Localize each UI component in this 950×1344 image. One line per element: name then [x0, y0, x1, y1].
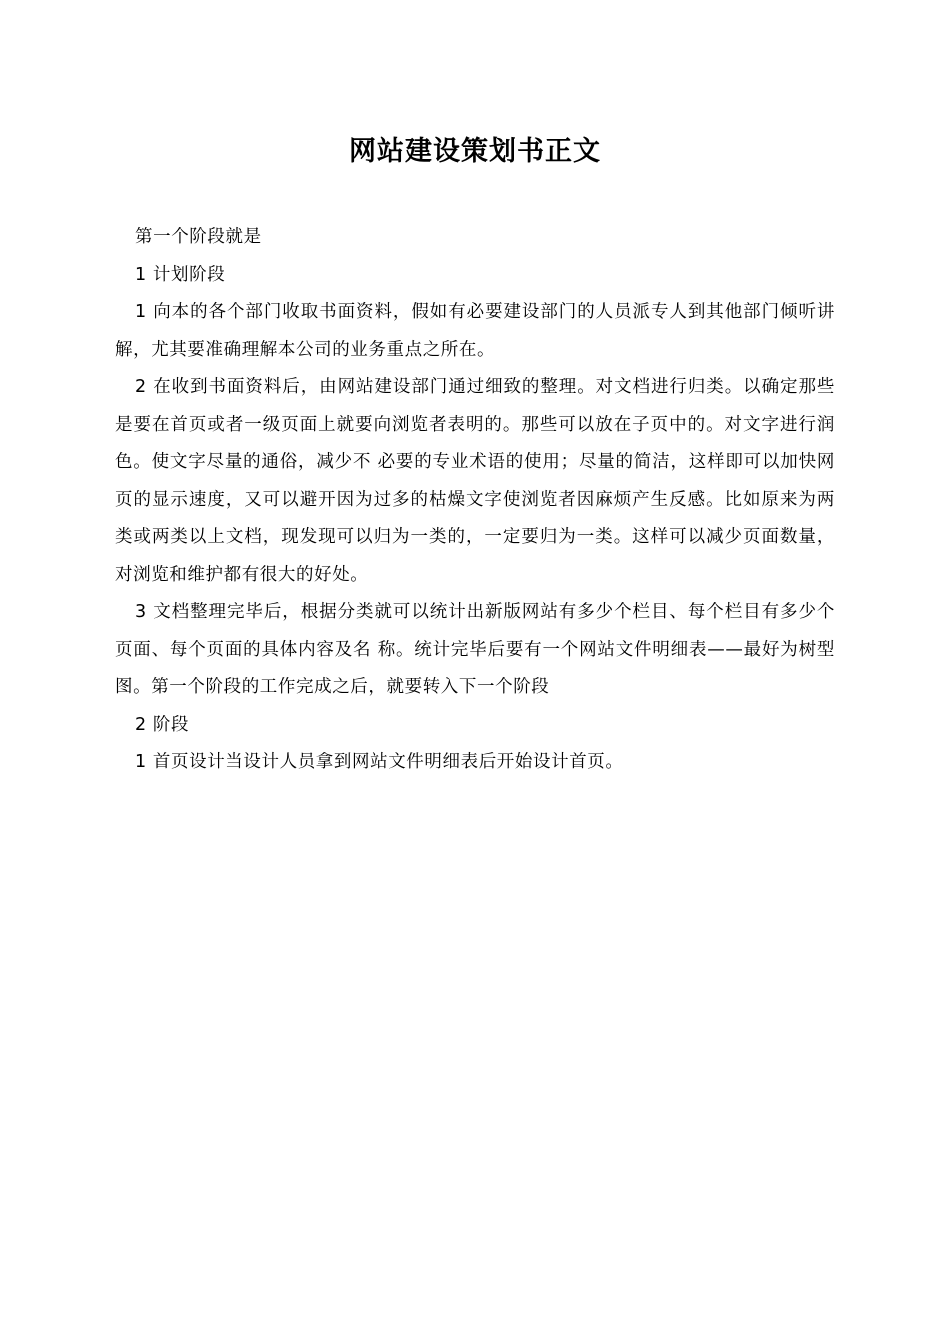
paragraph-step-3: 3 文档整理完毕后，根据分类就可以统计出新版网站有多少个栏目、每个栏目有多少个页面、每个页面的具体内容及名 称。统计完毕后要有一个网站文件明细表——最好为树型图。第一个阶段的工作完成之后，就要转入下一个阶段 — [115, 602, 835, 697]
paragraph-planning-heading: 1 计划阶段 — [135, 264, 226, 285]
document-title: 网站建设策划书正文 — [349, 136, 601, 167]
paragraph-step-1: 1 向本的各个部门收取书面资料，假如有必要建设部门的人员派专人到其他部门倾听讲解，尤其要准确理解本公司的业务重点之所在。 — [115, 302, 835, 360]
document-body — [115, 219, 835, 782]
paragraph-phase-2-heading: 2 阶段 — [135, 714, 190, 735]
paragraph-phase-intro: 第一个阶段就是 — [135, 227, 262, 247]
paragraph-step-2: 2 在收到书面资料后，由网站建设部门通过细致的整理。对文档进行归类。以确定那些是要在首页或者一级页面上就要向浏览者表明的。那些可以放在子页中的。对文字进行润色。使文字尽量的通俗，减少不 必要的专业术语的使用；尽量的简洁，这样即可以加快网页的显示速度，又可以避开因为过多的枯燥文字使浏览者因麻烦产生反感。比如原来为两类或两类以上文档，现发现可以归为一类的，一定要归为一类。这样可以减少页面数量，对浏览和维护都有很大的好处。 — [115, 377, 835, 585]
paragraph-homepage-design: 1 首页设计当设计人员拿到网站文件明细表后开始设计首页。 — [135, 752, 624, 772]
